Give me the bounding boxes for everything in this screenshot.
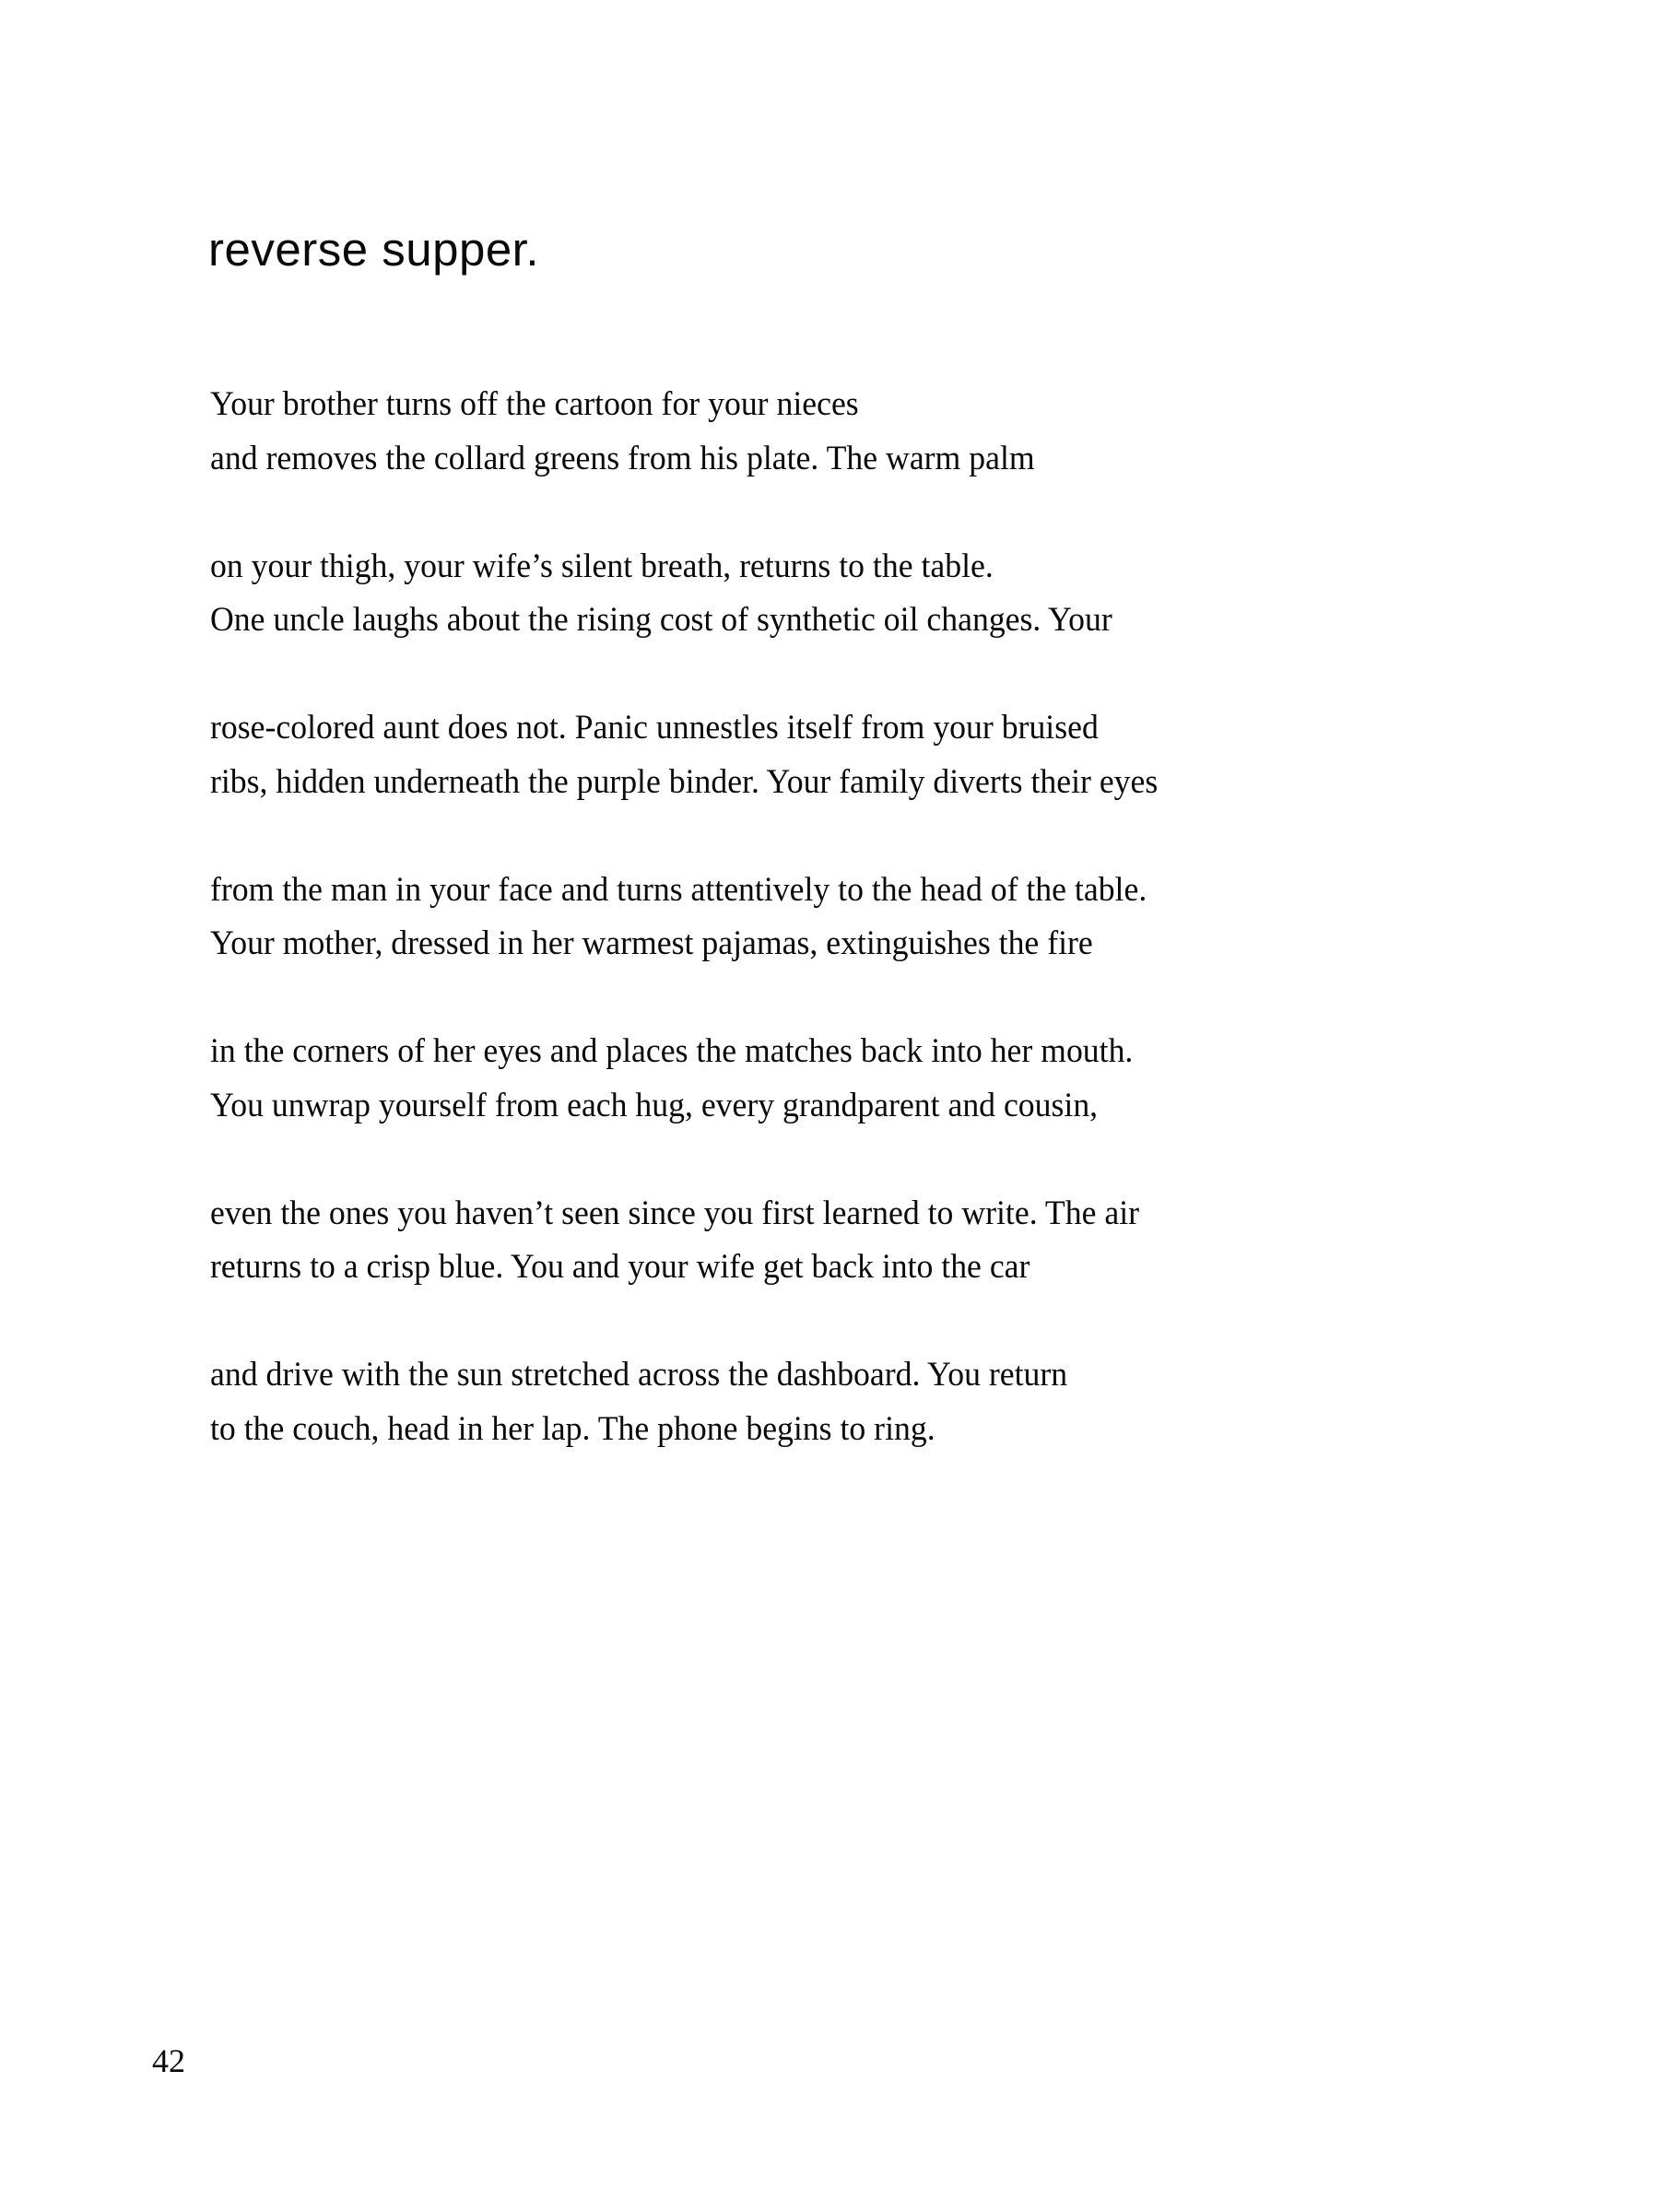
stanza-2 bbox=[210, 540, 1367, 648]
stanza-5 bbox=[210, 1025, 1367, 1133]
poem-line: and drive with the sun stretched across the dashboard. You return bbox=[210, 1356, 1068, 1394]
poem-line: returns to a crisp blue. You and your wife get back into the car bbox=[210, 1248, 1030, 1286]
poem-line: from the man in your face and turns attentively to the head of the table. bbox=[210, 870, 1147, 909]
poem-line: ribs, hidden underneath the purple binder. Your family diverts their eyes bbox=[210, 762, 1159, 801]
poem-line: to the couch, head in her lap. The phone begins to ring. bbox=[210, 1409, 935, 1448]
stanza-6 bbox=[210, 1187, 1367, 1295]
poem-line: even the ones you haven’t seen since you first learned to write. The air bbox=[210, 1194, 1140, 1232]
page-number: 42 bbox=[152, 2042, 185, 2079]
stanza-3 bbox=[210, 701, 1367, 809]
stanza-1 bbox=[210, 378, 1367, 486]
poem-line: on your thigh, your wife’s silent breath, returns to the table. bbox=[210, 547, 994, 585]
poem-line: Your mother, dressed in her warmest pajamas, extinguishes the fire bbox=[210, 924, 1093, 962]
poem-line: and removes the collard greens from his plate. The warm palm bbox=[210, 439, 1035, 477]
stanza-4 bbox=[210, 864, 1367, 971]
poem-line: You unwrap yourself from each hug, every grandparent and cousin, bbox=[210, 1086, 1099, 1124]
poem-line: in the corners of her eyes and places the matches back into her mouth. bbox=[210, 1032, 1134, 1070]
poem-body bbox=[210, 378, 1367, 1511]
poem-line: One uncle laughs about the rising cost of synthetic oil changes. Your bbox=[210, 601, 1112, 639]
poem-line: rose-colored aunt does not. Panic unnestles itself from your bruised bbox=[210, 709, 1099, 747]
poem-line: Your brother turns off the cartoon for your nieces bbox=[210, 385, 859, 423]
poem-title: reverse supper. bbox=[208, 223, 540, 276]
stanza-7 bbox=[210, 1348, 1367, 1456]
